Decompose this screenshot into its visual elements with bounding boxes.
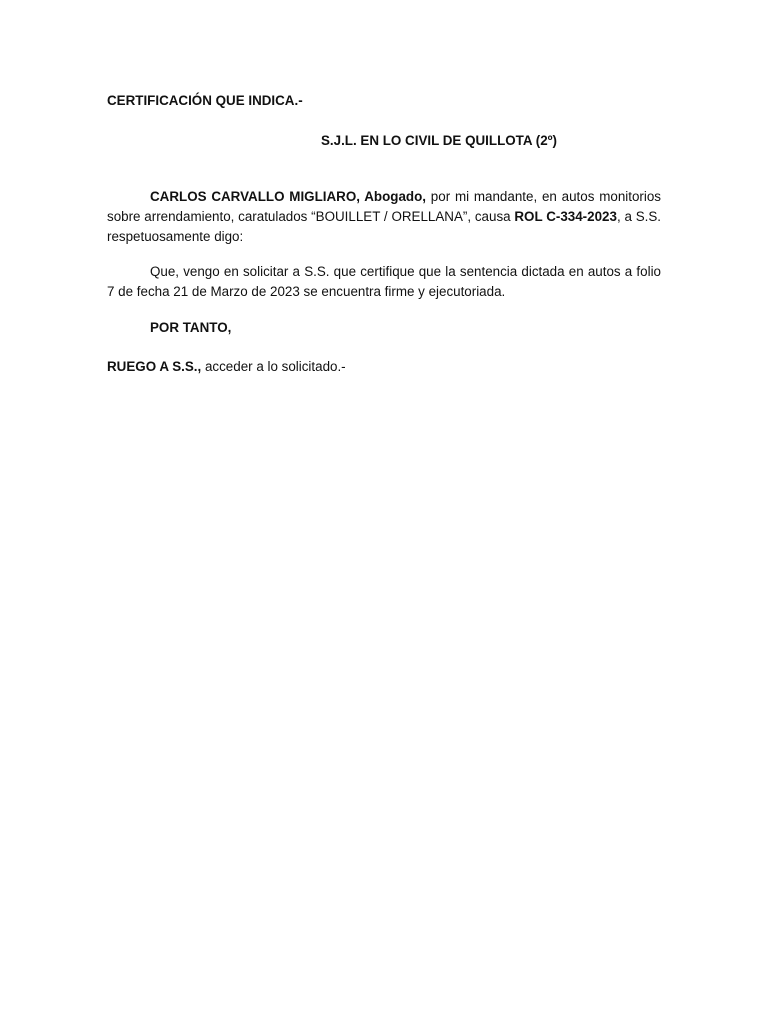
paragraph-por-tanto — [107, 318, 661, 338]
por-tanto-text: POR TANTO, — [150, 320, 232, 335]
paragraph-appearance-text-a: por mi mandante, en autos monitorios sobre arrendamiento, caratulados “BOUILLET / ORELLANA”, causa — [107, 189, 661, 224]
paragraph-petition — [107, 357, 661, 377]
paragraph-appearance — [107, 187, 661, 247]
paragraph-request — [107, 262, 661, 302]
attorney-name: CARLOS CARVALLO MIGLIARO, Abogado, — [150, 189, 426, 204]
petition-text: acceder a lo solicitado.- — [201, 359, 346, 374]
court-heading: S.J.L. EN LO CIVIL DE QUILLOTA (2º) — [320, 133, 557, 148]
document-sumilla: CERTIFICACIÓN QUE INDICA.- — [107, 93, 303, 108]
paragraph-appearance-text-b: , a S.S. respetuosamente digo: — [107, 209, 661, 244]
paragraph-request-text: Que, vengo en solicitar a S.S. que certifique que la sentencia dictada en autos a folio 7 de fecha 21 de Marzo de 2023 se encuentra firme y ejecutoriada. — [107, 264, 661, 299]
case-rol: ROL C-334-2023 — [514, 209, 617, 224]
petition-lead: RUEGO A S.S., — [107, 359, 202, 374]
